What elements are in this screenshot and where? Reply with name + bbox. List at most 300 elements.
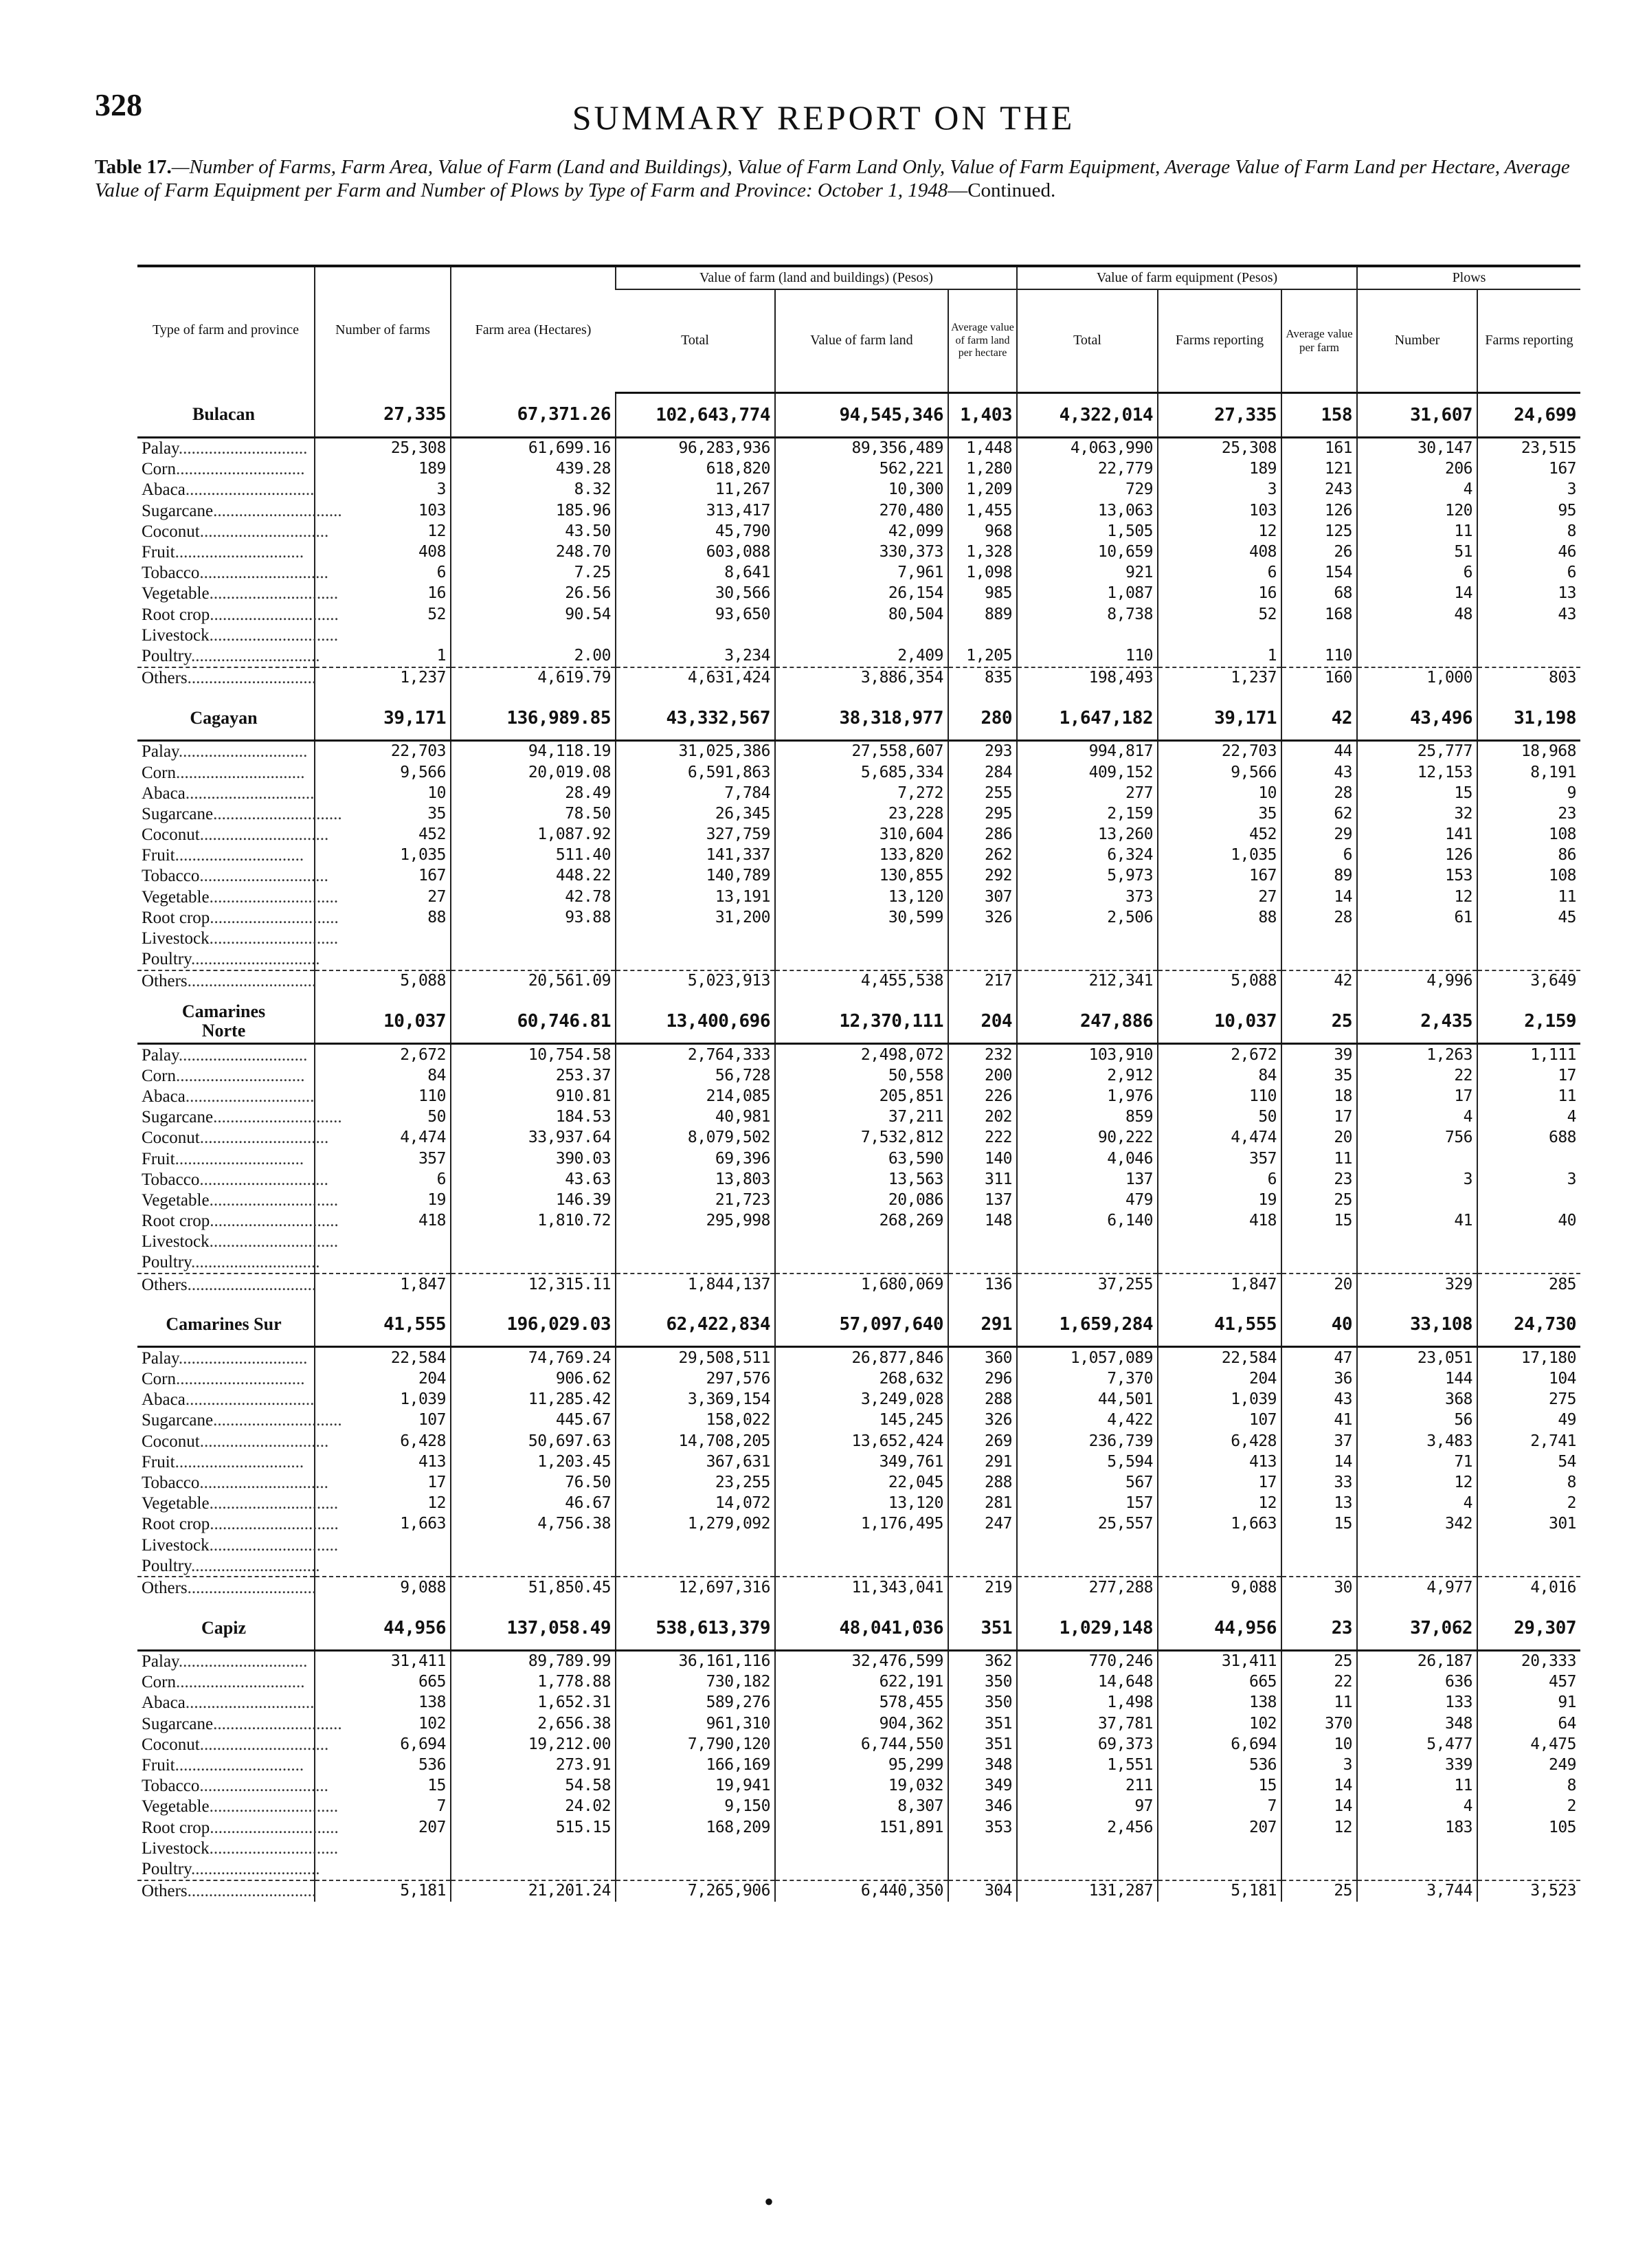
table-cell: 25 [1281, 1190, 1357, 1210]
table-cell [616, 1555, 775, 1577]
table-cell: 160 [1281, 667, 1357, 689]
table-cell: 14,072 [616, 1493, 775, 1514]
table-row [137, 1535, 1580, 1555]
table-cell: 52 [1158, 604, 1281, 625]
table-cell: 11 [1281, 1693, 1357, 1713]
table-cell: 348 [1357, 1713, 1477, 1734]
table-cell: 6 [315, 1169, 451, 1190]
table-cell: 219 [948, 1577, 1017, 1598]
spacer-cell [948, 1295, 1017, 1303]
table-cell: 29 [1281, 825, 1357, 845]
province-name: Bulacan [192, 403, 256, 424]
table-cell: 3 [1158, 480, 1281, 500]
table-cell: 6,694 [315, 1734, 451, 1755]
table-cell: 14 [1357, 583, 1477, 604]
table-cell: 5,088 [1158, 970, 1281, 992]
table-row [137, 645, 1580, 667]
table-cell: 409,152 [1017, 762, 1158, 783]
total-cell: 247,886 [1017, 1000, 1158, 1044]
farm-type-label [137, 1650, 315, 1672]
table-row [137, 1410, 1580, 1431]
table-cell: 3,744 [1357, 1880, 1477, 1902]
table-cell [451, 1555, 616, 1577]
table-cell [1017, 928, 1158, 948]
table-cell: 69,396 [616, 1148, 775, 1169]
table-cell [1017, 949, 1158, 970]
table-cell: 4,619.79 [451, 667, 616, 689]
table-cell [315, 1555, 451, 1577]
table-cell: 205,851 [775, 1086, 948, 1107]
farm-type-text: Root crop [142, 1818, 210, 1837]
table-cell: 8.32 [451, 480, 616, 500]
table-cell: 37 [1281, 1431, 1357, 1452]
farm-type-text: Tobacco [142, 867, 200, 886]
table-cell: 1,057,089 [1017, 1347, 1158, 1369]
table-cell: 304 [948, 1880, 1017, 1902]
table-cell: 729 [1017, 480, 1158, 500]
table-cell: 23,051 [1357, 1347, 1477, 1369]
table-cell: 202 [948, 1107, 1017, 1128]
leader-dots: .............................. [185, 1693, 315, 1713]
farm-type-label [137, 1107, 342, 1128]
table-cell: 367,631 [616, 1452, 775, 1472]
table-cell: 589,276 [616, 1693, 775, 1713]
spacer-row [137, 992, 1580, 1000]
leader-dots: .............................. [176, 1673, 305, 1692]
farm-type-text: Livestock [142, 1838, 210, 1858]
table-cell: 44,501 [1017, 1390, 1158, 1410]
table-cell: 107 [315, 1410, 451, 1431]
table-cell: 137 [1017, 1169, 1158, 1190]
table-row [137, 1232, 1580, 1252]
leader-dots: .............................. [199, 1735, 329, 1754]
table-cell: 2 [1477, 1797, 1580, 1817]
leader-dots: .............................. [209, 1797, 339, 1816]
table-cell: 5,477 [1357, 1734, 1477, 1755]
leader-dots: .............................. [213, 804, 342, 823]
farm-type-label [137, 1776, 328, 1797]
table-cell: 108 [1477, 866, 1580, 887]
table-cell: 52 [315, 604, 451, 625]
table-cell: 126 [1357, 845, 1477, 866]
leader-dots: .............................. [187, 669, 317, 688]
table-cell: 1,279,092 [616, 1514, 775, 1535]
table-cell: 13,652,424 [775, 1431, 948, 1452]
table-cell: 44 [1281, 740, 1357, 762]
table-cell [1017, 1252, 1158, 1274]
table-cell: 19,032 [775, 1776, 948, 1797]
table-cell: 4,046 [1017, 1148, 1158, 1169]
table-cell: 25,308 [315, 437, 451, 459]
table-cell: 1,111 [1477, 1044, 1580, 1066]
table-cell: 353 [948, 1817, 1017, 1838]
table-cell: 688 [1477, 1128, 1580, 1148]
table-cell: 110 [315, 1086, 451, 1107]
table-cell [1281, 1555, 1357, 1577]
table-row [137, 928, 1580, 948]
table-cell: 284 [948, 762, 1017, 783]
table-row [137, 970, 1580, 992]
table-cell: 13 [1477, 583, 1580, 604]
table-cell: 1,087.92 [451, 825, 616, 845]
table-cell: 120 [1357, 500, 1477, 521]
table-cell: 413 [315, 1452, 451, 1472]
farm-type-text: Sugarcane [142, 501, 214, 520]
province-total-row [137, 697, 1580, 741]
farm-type-text: Coconut [142, 522, 200, 541]
spacer-row [137, 1599, 1580, 1607]
farm-type-label [137, 1817, 339, 1838]
table-cell: 21,201.24 [451, 1880, 616, 1902]
table-cell [1357, 1232, 1477, 1252]
table-cell: 11 [1357, 1776, 1477, 1797]
leader-dots: .............................. [175, 846, 304, 865]
farm-type-label [137, 1252, 320, 1274]
spacer-cell [1158, 1599, 1281, 1607]
table-cell: 26 [1281, 542, 1357, 562]
farm-type-label [137, 1044, 315, 1066]
table-cell: 262 [948, 845, 1017, 866]
table-cell: 236,739 [1017, 1431, 1158, 1452]
table-cell: 26.56 [451, 583, 616, 604]
table-cell [1281, 949, 1357, 970]
table-cell: 51 [1357, 542, 1477, 562]
table-row [137, 1211, 1580, 1232]
farm-type-label [137, 1838, 339, 1858]
table-cell: 151,891 [775, 1817, 948, 1838]
table-cell: 5,594 [1017, 1452, 1158, 1472]
table-row [137, 1493, 1580, 1514]
table-cell: 5,181 [1158, 1880, 1281, 1902]
table-cell: 214,085 [616, 1086, 775, 1107]
table-cell: 145,245 [775, 1410, 948, 1431]
spacer-cell [1477, 689, 1580, 697]
table-cell: 94,118.19 [451, 740, 616, 762]
spacer-cell [451, 1295, 616, 1303]
farm-type-text: Sugarcane [142, 804, 214, 823]
table-row [137, 1555, 1580, 1577]
leader-dots: .............................. [178, 742, 308, 761]
table-cell: 19 [1158, 1190, 1281, 1210]
table-cell: 457 [1477, 1672, 1580, 1693]
table-cell: 80,504 [775, 604, 948, 625]
table-cell: 138 [315, 1693, 451, 1713]
table-cell: 69,373 [1017, 1734, 1158, 1755]
table-cell: 168 [1281, 604, 1357, 625]
table-cell: 43 [1281, 762, 1357, 783]
table-cell: 26,877,846 [775, 1347, 948, 1369]
table-cell: 536 [1158, 1755, 1281, 1775]
farm-statistics-table [137, 265, 1580, 1902]
table-row [137, 1472, 1580, 1493]
table-cell: 408 [315, 542, 451, 562]
table-cell [616, 928, 775, 948]
table-cell: 313,417 [616, 500, 775, 521]
farm-type-text: Corn [142, 1370, 176, 1389]
table-cell: 37,781 [1017, 1713, 1158, 1734]
table-cell: 22,703 [1158, 740, 1281, 762]
table-cell: 11 [1477, 887, 1580, 907]
table-cell [948, 1838, 1017, 1858]
table-cell: 3 [1281, 1755, 1357, 1775]
table-cell: 7,272 [775, 783, 948, 803]
table-cell: 26,154 [775, 583, 948, 604]
farm-type-text: Fruit [142, 1756, 175, 1775]
table-cell: 28 [1281, 783, 1357, 803]
col-plows-group: Plows [1357, 266, 1580, 289]
table-cell: 1,680,069 [775, 1274, 948, 1295]
table-cell: 4 [1477, 1107, 1580, 1128]
table-cell: 22 [1281, 1672, 1357, 1693]
province-total-row [137, 1303, 1580, 1347]
table-cell: 1,035 [1158, 845, 1281, 866]
table-cell: 665 [315, 1672, 451, 1693]
table-cell: 636 [1357, 1672, 1477, 1693]
leader-dots: .............................. [209, 1494, 339, 1513]
table-row [137, 459, 1580, 480]
table-row [137, 762, 1580, 783]
spacer-cell [315, 992, 451, 1000]
farm-type-label [137, 1431, 329, 1452]
table-cell: 14,708,205 [616, 1431, 775, 1452]
table-cell: 33 [1281, 1472, 1357, 1493]
table-cell: 18,968 [1477, 740, 1580, 762]
table-cell: 61 [1357, 907, 1477, 928]
table-cell: 373 [1017, 887, 1158, 907]
table-cell: 3,523 [1477, 1880, 1580, 1902]
table-row [137, 1065, 1580, 1086]
table-row [137, 604, 1580, 625]
spacer-cell [1017, 689, 1158, 697]
table-cell: 10,300 [775, 480, 948, 500]
farm-type-label [137, 437, 315, 459]
table-cell: 8 [1477, 521, 1580, 542]
table-cell: 6,591,863 [616, 762, 775, 783]
total-cell: 41,555 [315, 1303, 451, 1347]
province-total-row [137, 1607, 1580, 1651]
table-cell: 2,506 [1017, 907, 1158, 928]
table-cell: 97 [1017, 1797, 1158, 1817]
spacer-cell [1017, 1295, 1158, 1303]
table-cell: 15 [1281, 1514, 1357, 1535]
table-cell: 20,561.09 [451, 970, 616, 992]
table-cell [1357, 928, 1477, 948]
table-cell: 32,476,599 [775, 1650, 948, 1672]
table-cell: 4,631,424 [616, 667, 775, 689]
leader-dots: .............................. [199, 825, 329, 845]
farm-type-text: Sugarcane [142, 1411, 214, 1430]
table-cell: 8,079,502 [616, 1128, 775, 1148]
farm-type-label [137, 1713, 342, 1734]
table-cell: 4 [1357, 1797, 1477, 1817]
table-cell: 13,803 [616, 1169, 775, 1190]
table-cell: 198,493 [1017, 667, 1158, 689]
table-cell: 96,283,936 [616, 437, 775, 459]
table-cell: 17 [1357, 1086, 1477, 1107]
table-cell: 184.53 [451, 1107, 616, 1128]
total-cell: 1,647,182 [1017, 697, 1158, 741]
col-avg-land: Average value of farm land per hectare [948, 289, 1017, 392]
farm-type-label [137, 1232, 339, 1252]
table-cell: 288 [948, 1472, 1017, 1493]
total-cell: 27,335 [1158, 392, 1281, 437]
table-cell [315, 1858, 451, 1880]
table-cell: 90.54 [451, 604, 616, 625]
table-cell: 36 [1281, 1368, 1357, 1389]
table-cell: 452 [315, 825, 451, 845]
table-cell: 281 [948, 1493, 1017, 1514]
table-cell [775, 1838, 948, 1858]
table-cell: 168,209 [616, 1817, 775, 1838]
spacer-cell [775, 992, 948, 1000]
table-cell: 185.96 [451, 500, 616, 521]
table-cell [775, 1535, 948, 1555]
table-cell: 4,016 [1477, 1577, 1580, 1598]
table-cell: 9,088 [1158, 1577, 1281, 1598]
table-cell: 21,723 [616, 1190, 775, 1210]
table-cell: 448.22 [451, 866, 616, 887]
leader-dots: .............................. [209, 1535, 339, 1555]
table-cell: 88 [315, 907, 451, 928]
spacer-cell [1158, 689, 1281, 697]
table-cell: 167 [1477, 459, 1580, 480]
spacer-cell [948, 689, 1017, 697]
table-cell: 78.50 [451, 803, 616, 824]
table-cell [1357, 1148, 1477, 1169]
table-cell [1477, 1838, 1580, 1858]
farm-type-label [137, 1190, 339, 1210]
farm-type-label [137, 1472, 328, 1493]
spacer-cell [137, 1599, 315, 1607]
table-cell: 286 [948, 825, 1017, 845]
table-cell: 7,784 [616, 783, 775, 803]
table-cell [1158, 1535, 1281, 1555]
table-cell: 4,474 [1158, 1128, 1281, 1148]
table-cell [1017, 1858, 1158, 1880]
total-cell: 41,555 [1158, 1303, 1281, 1347]
farm-type-text: Palay [142, 1045, 179, 1065]
total-cell: 10,037 [315, 1000, 451, 1044]
table-cell: 536 [315, 1755, 451, 1775]
table-cell: 10 [1158, 783, 1281, 803]
spacer-cell [1158, 992, 1281, 1000]
leader-dots: .............................. [187, 972, 317, 991]
table-cell: 56,728 [616, 1065, 775, 1086]
farm-type-text: Corn [142, 763, 176, 782]
farm-type-label [137, 583, 339, 604]
table-cell: 89 [1281, 866, 1357, 887]
table-cell [451, 1858, 616, 1880]
col-equip-avg: Average value per farm [1281, 289, 1357, 392]
table-cell: 1,663 [315, 1514, 451, 1535]
farm-type-text: Palay [142, 439, 179, 458]
page-number: 328 [95, 87, 142, 122]
total-cell: 13,400,696 [616, 1000, 775, 1044]
table-cell [1357, 1838, 1477, 1858]
total-cell: 4,322,014 [1017, 392, 1158, 437]
table-cell [948, 1535, 1017, 1555]
table-cell: 1,778.88 [451, 1672, 616, 1693]
table-cell: 249 [1477, 1755, 1580, 1775]
table-cell: 6,140 [1017, 1211, 1158, 1232]
table-cell [1477, 1190, 1580, 1210]
table-cell: 158,022 [616, 1410, 775, 1431]
table-cell: 511.40 [451, 845, 616, 866]
leader-dots: .............................. [178, 439, 308, 458]
table-cell: 326 [948, 1410, 1017, 1431]
farm-type-label [137, 480, 315, 500]
farm-type-label [137, 1452, 315, 1472]
table-cell: 270,480 [775, 500, 948, 521]
table-cell: 103 [1158, 500, 1281, 521]
table-cell: 28 [1281, 907, 1357, 928]
leader-dots: .............................. [175, 1452, 304, 1471]
leader-dots: .............................. [199, 1473, 328, 1492]
table-cell: 56 [1357, 1410, 1477, 1431]
table-cell: 138 [1158, 1693, 1281, 1713]
table-cell: 756 [1357, 1128, 1477, 1148]
farm-type-label [137, 825, 329, 845]
farm-type-text: Coconut [142, 1129, 200, 1148]
total-cell: 12,370,111 [775, 1000, 948, 1044]
table-row [137, 783, 1580, 803]
table-cell: 439.28 [451, 459, 616, 480]
total-cell: 60,746.81 [451, 1000, 616, 1044]
table-cell: 27 [1158, 887, 1281, 907]
table-cell [451, 1252, 616, 1274]
table-cell: 349 [948, 1776, 1017, 1797]
table-cell: 33,937.64 [451, 1128, 616, 1148]
total-cell: 43,332,567 [616, 697, 775, 741]
table-cell: 4,996 [1357, 970, 1477, 992]
farm-type-text: Poultry [142, 1556, 191, 1575]
table-cell [1017, 1535, 1158, 1555]
total-cell: 67,371.26 [451, 392, 616, 437]
leader-dots: .............................. [213, 1108, 342, 1127]
table-cell: 968 [948, 521, 1017, 542]
spacer-cell [315, 689, 451, 697]
table-cell: 3,249,028 [775, 1390, 948, 1410]
province-total-row [137, 392, 1580, 437]
table-cell: 43.63 [451, 1169, 616, 1190]
total-cell: 291 [948, 1303, 1017, 1347]
table-cell: 7,532,812 [775, 1128, 948, 1148]
col-equip-farms: Farms reporting [1158, 289, 1281, 392]
table-cell: 13,260 [1017, 825, 1158, 845]
table-cell: 2,741 [1477, 1431, 1580, 1452]
farm-type-label [137, 1734, 329, 1755]
table-cell: 5,685,334 [775, 762, 948, 783]
table-row [137, 1086, 1580, 1107]
table-cell: 89,356,489 [775, 437, 948, 459]
col-farm-value-group: Value of farm (land and buildings) (Pesos) [616, 266, 1017, 289]
table-cell [1281, 625, 1357, 645]
table-cell: 1,505 [1017, 521, 1158, 542]
table-cell: 12 [1158, 521, 1281, 542]
farm-type-label [137, 1514, 339, 1535]
table-cell: 269 [948, 1431, 1017, 1452]
table-row [137, 1693, 1580, 1713]
table-cell: 31,200 [616, 907, 775, 928]
spacer-cell [1357, 1599, 1477, 1607]
table-cell: 3,649 [1477, 970, 1580, 992]
leader-dots: .............................. [199, 1777, 328, 1796]
leader-dots: .............................. [187, 1578, 317, 1597]
total-cell: 39,171 [1158, 697, 1281, 741]
farm-type-text: Sugarcane [142, 1714, 214, 1733]
table-cell: 48 [1357, 604, 1477, 625]
table-cell: 4,977 [1357, 1577, 1477, 1598]
